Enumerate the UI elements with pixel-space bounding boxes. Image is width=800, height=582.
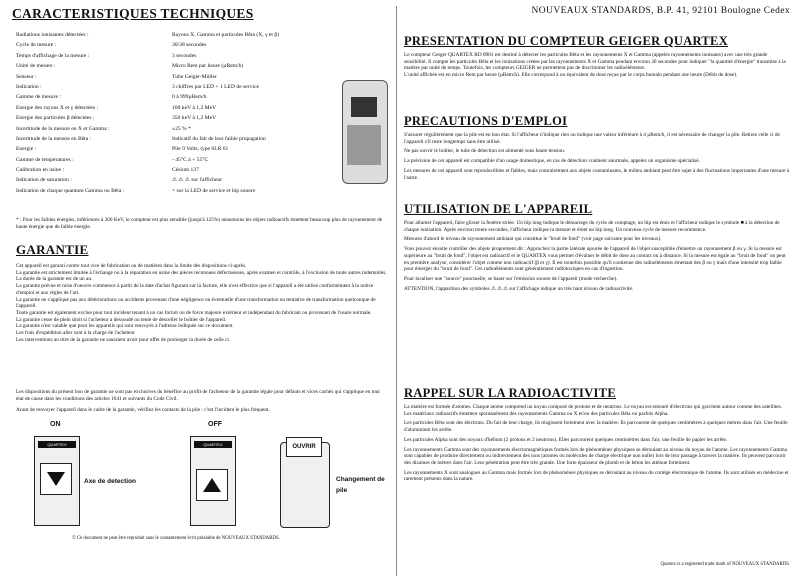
spec-key: Temps d'affichage de la mesure :: [16, 52, 90, 59]
specs-footnote: * : Pour les faibles énergies, inférieures à 300 KeV, le compteur est plus sensible (jusqu'à 125%) néanmoins les objets radioactifs émettent beaucoup plus de rayonnement de haute énergie que de faible énergie.: [16, 217, 383, 230]
device-battery: [280, 442, 330, 528]
label-off: OFF: [208, 421, 222, 428]
garantie-text: [16, 263, 388, 343]
utilisation-paragraph: Pour allumer l'appareil, faire glisser la fenêtre striée. Un bip long indique le démarrage du cycle de comptage, un bip est émis et l'afficheur indique le symbole ■ à la détection de chaque ionisation. Après environ trente secondes, l'afficheur indique la mesure et émet un bip long. Un nouveau cycle de mesure recommence.: [404, 220, 780, 233]
presentation-text-2: L'unité affichée est en micro Rem par heure (µRem/h). Elle correspond à un équivalent de dose reçue par le corps humain pendant une heure (Débit de dose).: [404, 72, 738, 79]
arrow-up-icon: [196, 469, 228, 501]
spec-value: Indicatif du fait de leur faible propagation: [172, 135, 266, 142]
spec-row: [16, 61, 316, 71]
ouvrir-arrow-icon: [286, 437, 322, 457]
utilisation-paragraph: Mesurez d'abord le niveau de rayonnement ambiant qui constitue le "bruit de fond" (voir page suivante pour les niveaux).: [404, 236, 662, 243]
spec-key: Radiations ionisantes détectées :: [16, 32, 89, 38]
rappel-paragraph: Les rayonnements X sont analogues au Gamma mais formés lors de phénomènes physiques se déroulant au niveau du cortège électronique de l'atome. Ils sont utilisés en médecine et rarement présents dans la nature.: [404, 469, 789, 483]
spec-value: 350 keV à 1,2 MeV: [172, 115, 217, 122]
garantie-dispositions: Les dispositions du présent bon de garantie ne sont pas exclusives du bénéfice au profit de l'acheteur de la garantie légale pour défauts et vices cachés qui s'applique en tout état de cause dans les conditions des articles 1641 et suivants du Code Civil.: [16, 389, 380, 402]
changement-pile-label: Changement de pile: [336, 476, 385, 494]
device-screen: [351, 97, 377, 117]
garantie-paragraph: La garantie est strictement limitée à l'échange ou à la réparation en usine des pièces reconnues défectueuses, après examen et contrôle, à l'exclusion de toute autres indemnités.: [16, 269, 387, 276]
utilisation-section: [404, 202, 790, 295]
spec-key: Incertitude de la mesure en Bêta :: [16, 135, 92, 142]
spec-value: ⚠ ⚠ ⚠ sur l'afficheur: [172, 177, 223, 184]
garantie-title: GARANTIE: [16, 242, 89, 257]
spec-key: Energie :: [16, 146, 37, 153]
presentation-text: Le compteur Geiger QUARTEX RD 8901 est destiné à détecter les particules Bêta et les rayonnements X et Gamma (appelés rayonnements ionisants) avec une très grande sensibilité. Il compte les particules Bêta et les ionisations créées par les rayonnements X et Gamma pendant environ 30 secondes pour indiquer "la quantité d'énergie" transmise à la matière par unité de temps. Toutefois, les compteurs GEIGER ne permettent pas de discriminer les radioéléments.: [404, 52, 786, 72]
precaution-paragraph: Les mesures de cet appareil sont reproductibles et fiables, mais contrairement aux objets contaminants, le milieu ambiant peut être sujet à des fluctuations importantes d'une mesure à l'autre.: [404, 167, 790, 181]
spec-row: [16, 30, 316, 40]
spec-value: 0 à 999µRem/h: [172, 94, 207, 101]
garantie-paragraph: La garantie n'est valable que pour les appareils qui sont renvoyés à l'adresse indiquée sur ce document.: [16, 323, 234, 330]
spec-key: Energie des particules β détectées :: [16, 115, 95, 122]
precautions-section: [404, 114, 790, 184]
device-on: [34, 436, 80, 526]
garantie-paragraph: La garantie cesse de plein droit si l'acheteur a dessoudé ou tenté de desceller le boîtier de l'appareil.: [16, 316, 227, 323]
spec-row: [16, 144, 316, 154]
rappel-paragraph: Les particules Bêta sont des électrons. Du fait de leur charge, ils réagissent fortement avec la matière. Ils parcourent de quelques centimètres à quelques mètres dans l'air. Une feuille d'aluminium les arrête.: [404, 420, 788, 434]
copyright: © Ce document ne peut être reproduit sans le consentement écrit préalable de NOUVEAUX STANDARDS.: [72, 536, 280, 541]
spec-value: ±25 % *: [172, 125, 191, 132]
spec-value: Tube Geiger-Müller: [172, 73, 217, 80]
specs-table: [16, 30, 316, 196]
garantie-paragraph: Les interventions au titre de la garantie ne sauraient avoir pour effet de prolonger la durée de celle ci.: [16, 336, 231, 343]
spec-value: Rayons X, Gamma et particules Bêta (X, γ et β): [172, 32, 280, 38]
precautions-list: [404, 132, 790, 181]
rappel-paragraph: Les particules Alpha sont des noyaux d'hélium (2 protons et 2 neutrons). Elles parcourent quelques centimètres dans l'air, une feuille de papier les arrête.: [404, 436, 728, 443]
spec-row: [16, 113, 316, 123]
spec-key: Incertitude de la mesure en X et Gamma :: [16, 125, 110, 132]
utilisation-list: [404, 220, 790, 292]
spec-row: [16, 51, 316, 61]
rappel-paragraph: La matière est formée d'atomes. Chaque atome comprend un noyau composé de protons et de neutrons. Le noyau est entouré d'électrons qui gravitent autour comme des satellites. Les matériaux radioactifs émettent spontanément des rayonnements Gamma ou X et/ou des particules Bêta ou parfois Alpha.: [404, 404, 783, 417]
rappel-paragraph: Les rayonnements Gamma sont des rayonnements électromagnétiques formés lors de phénomènes physiques se déroulant au niveau du noyau de l'atome. Les rayonnements Gamma sont capables de produire directement ou indirectement des ions (atomes ou molécules de charge électrique non nulle) lors de leur passage à travers la matière. Ils peuvent parcourir des dizaines de mètres dans l'air. Leur pénétration peut être très grande. Une forte épaisseur de plomb et de béton les atténue fortement.: [404, 446, 787, 466]
spec-key: Unité de mesure :: [16, 63, 56, 70]
precaution-paragraph: La précision de cet appareil est compatible d'un usage domestique, en cas de détection vraiment anormale, appelez un organisme spécialisé.: [404, 158, 700, 165]
utilisation-paragraph: ATTENTION, l'apparition des symboles ⚠ ⚠ ⚠ sur l'affichage indique un très haut niveau de radioactivité.: [404, 285, 634, 292]
spec-row: [16, 82, 316, 92]
precautions-title: PRECAUTIONS D'EMPLOI: [404, 114, 568, 128]
utilisation-title: UTILISATION DE L'APPAREIL: [404, 202, 593, 216]
precaution-paragraph: Ne pas ouvrir le boîtier, le tube de détection est alimenté sous haute tension.: [404, 148, 566, 155]
spec-row: [16, 40, 316, 50]
spec-row: [16, 155, 316, 165]
spec-key: Indication de chaque quantum Gamma ou Bêta :: [16, 187, 125, 194]
spec-key: Cycle de mesure :: [16, 42, 57, 49]
spec-value: - 45°C à + 55°C: [172, 156, 209, 163]
presentation-section: [404, 34, 790, 79]
garantie-paragraph: Toute garantie est également exclue pour tout incident tenant à un cas fortuit ou de force majeure extérieur et indépendant du fabricant ou provenant de l'usure normale.: [16, 309, 372, 316]
spec-row: [16, 165, 316, 175]
spec-value: 30/38 secondes: [172, 42, 207, 49]
spec-row: [16, 72, 316, 82]
garantie-avant-renvoi: Avant de renvoyer l'appareil dans le cadre de la garantie, vérifiez les contacts de la pile : c'est l'incident le plus fréquent.: [16, 407, 270, 413]
garantie-paragraph: La garantie ne s'applique pas aux détériorations ou accidents provenant d'une négligence ou éventuelle d'une transformation ou tentative de transformation quelconque de l'appareil.: [16, 296, 376, 310]
geiger-device-illustration: [342, 80, 388, 184]
spec-key: Gamme de mesure :: [16, 94, 61, 101]
label-on: ON: [50, 421, 61, 428]
spec-row: [16, 134, 316, 144]
spec-value: Césium 137: [172, 167, 199, 174]
spec-row: [16, 124, 316, 134]
spec-value: = sur la LED de service et bip sonore: [172, 187, 256, 194]
utilisation-paragraph: Vous pouvez ensuite contrôler des objets proprement dit : Approchez la partie latérale ajourée de l'appareil de l'objet susceptible d'émettre un rayonnement β ou γ. Si la mesure est supérieure au "bruit de fond", l'objet est radioactif et le QUARTEX vous permet d'évaluer le débit de dose au contact ou à distance. Si la mesure est égale au "bruit de fond" on peut en première analyse, considérer l'objet comme non radioactif (β et γ). Il est toutefois possible qu'il contienne des radioéléments émettant des β ou γ mais d'une intensité trop faible pour émerger du "bruit de fond". Ces radioéléments sont généralement radiotoxiques en cas d'ingestion.: [404, 246, 786, 273]
address-header: NOUVEAUX STANDARDS, B.P. 41, 92101 Boulogne Cedex: [531, 6, 790, 16]
axe-detection-label: Axe de detection: [84, 478, 137, 485]
arrow-down-icon: [40, 463, 72, 495]
rappel-list: [404, 404, 790, 483]
spec-key: Indication de saturation :: [16, 177, 72, 184]
right-column: [404, 6, 790, 567]
ouvrir-label: OUVRIR: [292, 444, 316, 450]
garantie-paragraph: Cet appareil est garanti contre tout vice de fabrication ou de matières dans la limite des dispositions ci-après.: [16, 263, 247, 269]
spec-value: Pile 9 Volts, type 6LR 61: [172, 146, 229, 153]
device-off: [190, 436, 236, 526]
column-divider: [396, 6, 397, 576]
spec-value: 3 chiffres par LED + 1 LED de service: [172, 83, 259, 90]
left-column: [12, 6, 390, 541]
spec-value: 100 keV à 1,2 MeV: [172, 104, 217, 111]
spec-value: Micro Rem par heure (µRem/h): [172, 63, 244, 70]
presentation-title: PRESENTATION DU COMPTEUR GEIGER QUARTEX: [404, 34, 729, 48]
spec-key: Energie des rayons X et γ détectées :: [16, 104, 99, 111]
trademark-footer: Quartex is a registered trade mark of NOUVEAUX STANDARDS.: [660, 562, 790, 567]
spec-key: Indication :: [16, 83, 42, 90]
spec-key: Calibration en usine :: [16, 167, 65, 174]
spec-key: Gamme de températures :: [16, 156, 74, 163]
rappel-title: RAPPEL SUR LA RADIOACTIVITE: [404, 386, 616, 400]
device-grille: [347, 125, 381, 165]
specs-title: CARACTERISTIQUES TECHNIQUES: [12, 6, 254, 21]
spec-row: [16, 186, 316, 196]
spec-key: Senseur :: [16, 73, 37, 80]
precaution-paragraph: S'assurer régulièrement que la pile est en bon état. Si l'afficheur n'indique rien ou indique une valeur inférieure à 4 µRem/h, il est nécessaire de changer la pile. Retirez celle ci de l'appareil s'il reste longtemps sans être utilisé.: [404, 132, 780, 145]
spec-value: 3 secondes: [172, 52, 197, 59]
garantie-paragraph: Les frais d'expédition aller sont à la charge de l'acheteur: [16, 330, 135, 337]
garantie-paragraph: La durée de la garantie est de un an.: [16, 276, 93, 283]
garantie-paragraph: La garantie prévue et mise d'oeuvre commence à partir de la date d'achat figurant sur la facture, elle n'est effective que si l'appareil a été utilisé conformément à la notice d'emploi et aux règles de l'art.: [16, 283, 374, 296]
spec-row: [16, 175, 316, 185]
spec-row: [16, 103, 316, 113]
rappel-section: [404, 386, 790, 486]
device-on-brand: QUARTEX: [38, 441, 76, 448]
device-off-brand: QUARTEX: [194, 441, 232, 448]
utilisation-paragraph: Pour localiser une "source" ponctuelle, se baser sur l'émission sonore de l'appareil (mode recherche).: [404, 275, 618, 282]
spec-row: [16, 92, 316, 102]
